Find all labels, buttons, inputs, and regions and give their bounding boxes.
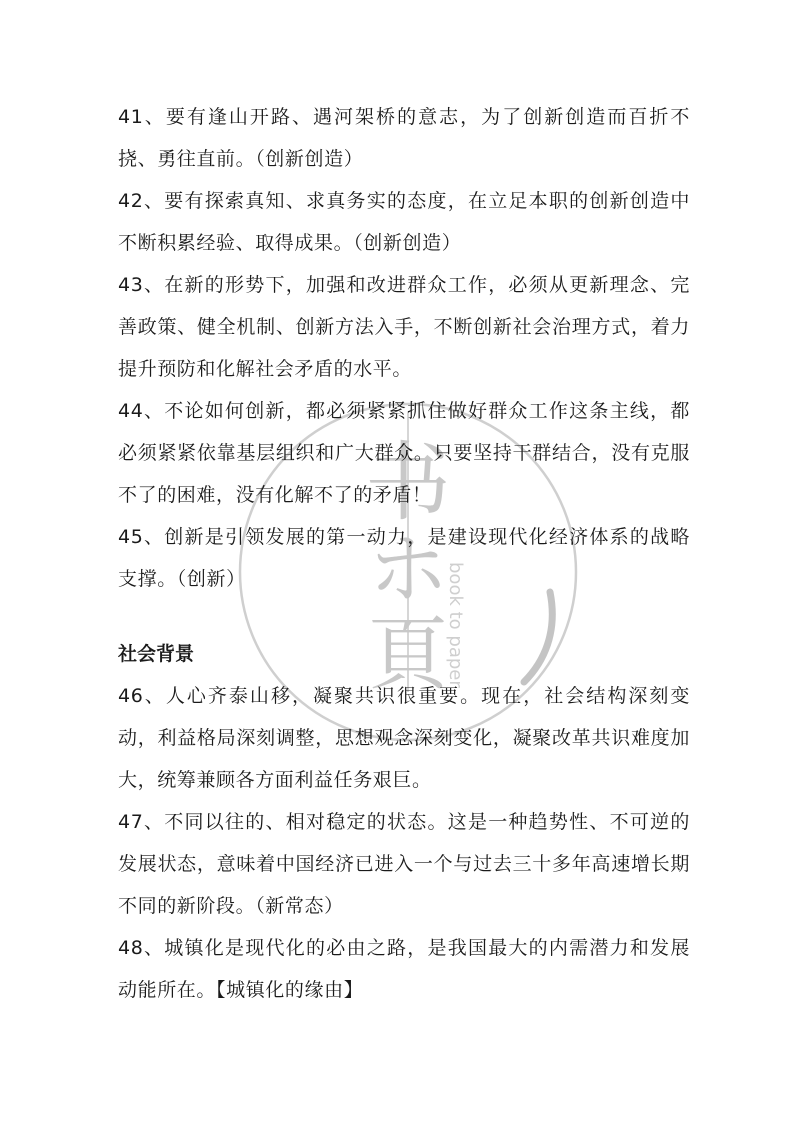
list-item-48: 48、城镇化是现代化的必由之路，是我国最大的内需潜力和发展动能所在。【城镇化的缘由】 xyxy=(118,937,690,1001)
list-item-44: 44、不论如何创新，都必须紧紧抓住做好群众工作这条主线，都必须紧紧依靠基层组织和广大群众。只要坚持干群结合，没有克服不了的困难，没有化解不了的矛盾！ xyxy=(118,400,690,506)
document-body xyxy=(118,96,690,1011)
list-item-43: 43、在新的形势下，加强和改进群众工作，必须从更新理念、完善政策、健全机制、创新方法入手，不断创新社会治理方式，着力提升预防和化解社会矛盾的水平。 xyxy=(118,274,690,380)
section-heading-social-background: 社会背景 xyxy=(118,643,195,665)
watermark-main-glyph: 书 xyxy=(365,433,451,533)
list-item-45: 45、创新是引领发展的第一动力，是建设现代化经济体系的战略支撑。（创新） xyxy=(118,526,690,590)
list-item-41: 41、要有逢山开路、遇河架桥的意志，为了创新创造而百折不挠、勇往直前。（创新创造） xyxy=(118,106,690,170)
watermark-latin: book to paper xyxy=(445,562,466,688)
list-item-42: 42、要有探索真知、求真务实的态度，在立足本职的创新创造中不断积累经验、取得成果。（创新创造） xyxy=(118,190,690,254)
watermark-sub-glyph-1: ホ xyxy=(368,523,448,616)
list-item-46: 46、人心齐泰山移，凝聚共识很重要。现在，社会结构深刻变动，利益格局深刻调整，思想观念深刻变化，凝聚改革共识难度加大，统筹兼顾各方面利益任务艰巨。 xyxy=(118,685,690,791)
list-item-47: 47、不同以往的、相对稳定的状态。这是一种趋势性、不可逆的发展状态，意味着中国经济已进入一个与过去三十多年高速增长期不同的新阶段。（新常态） xyxy=(118,811,690,917)
watermark-sub-glyph-2: 頁 xyxy=(368,608,448,701)
